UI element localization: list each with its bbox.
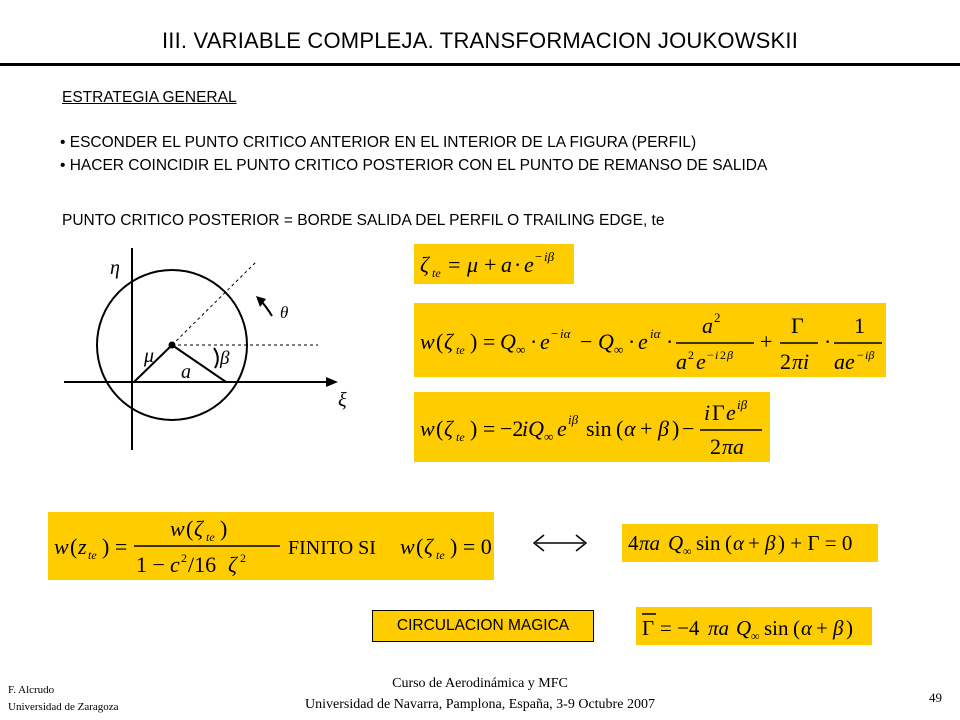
xi-label: ξ (338, 389, 347, 411)
svg-text:a: a (501, 252, 512, 277)
svg-text:ζ: ζ (228, 552, 237, 577)
svg-text:te: te (436, 548, 445, 562)
svg-text:2: 2 (181, 551, 187, 565)
svg-text:−2: −2 (500, 416, 524, 441)
svg-text:): ) (220, 516, 228, 541)
svg-text:β: β (658, 416, 669, 441)
svg-text:−: − (682, 416, 695, 441)
xi-axis-arrowhead (326, 377, 338, 387)
page-number: 49 (929, 690, 942, 705)
beta-arc (214, 348, 218, 368)
svg-text:+: + (748, 531, 760, 555)
svg-text:(: ( (416, 534, 424, 559)
footer-venue: Universidad de Navarra, Pamplona, España, 3-9 Octubre 2007 (305, 697, 655, 712)
svg-text:= −4: = −4 (660, 616, 700, 640)
svg-text:πa: πa (708, 616, 730, 640)
svg-text:) =: ) = (470, 416, 496, 441)
svg-text:ζ: ζ (420, 252, 429, 277)
svg-text:iβ: iβ (737, 397, 748, 412)
svg-text:): ) (672, 416, 680, 441)
svg-text:Q: Q (668, 531, 684, 555)
svg-text:w: w (420, 329, 435, 354)
svg-text:Γ: Γ (642, 616, 655, 640)
svg-text:w: w (170, 516, 185, 541)
bullet-item: • HACER COINCIDIR EL PUNTO CRITICO POSTERIOR CON EL PUNTO DE REMANSO DE SALIDA (60, 157, 768, 174)
svg-text:te: te (432, 266, 441, 280)
svg-text:+: + (484, 252, 497, 277)
svg-text:) = 0: ) = 0 (450, 534, 492, 559)
svg-text:2: 2 (688, 348, 694, 362)
subheading: PUNTO CRITICO POSTERIOR = BORDE SALIDA DEL PERFIL O TRAILING EDGE, te (62, 212, 665, 229)
svg-text:β: β (833, 616, 844, 640)
svg-text:ζ: ζ (444, 416, 453, 441)
svg-text:(: ( (616, 416, 624, 441)
svg-text:=: = (448, 252, 461, 277)
svg-text:α: α (801, 616, 813, 640)
svg-text:ζ: ζ (444, 329, 453, 354)
equation-w-zeta-full (414, 303, 886, 377)
svg-text:2: 2 (780, 349, 791, 374)
svg-text:β: β (765, 531, 776, 555)
svg-text:1 −: 1 − (136, 552, 165, 577)
svg-text:iβ: iβ (865, 348, 875, 362)
svg-text:w: w (420, 416, 435, 441)
svg-text:(: ( (793, 616, 800, 640)
circle-diagram (60, 240, 360, 455)
svg-text:e: e (540, 329, 550, 354)
circulacion-magica-label (372, 610, 594, 642)
svg-text:α: α (733, 531, 745, 555)
svg-text:/16: /16 (188, 552, 217, 577)
svg-text:iQ: iQ (522, 416, 544, 441)
svg-text:Q: Q (736, 616, 752, 640)
svg-text:πi: πi (792, 349, 810, 374)
svg-text:) + Γ = 0: ) + Γ = 0 (778, 531, 853, 555)
section-heading: ESTRATEGIA GENERAL (62, 89, 237, 106)
svg-text:∞: ∞ (683, 544, 692, 558)
svg-text:te: te (88, 548, 97, 562)
svg-text:iβ: iβ (544, 249, 555, 264)
svg-text:Γ: Γ (791, 313, 804, 338)
svg-text:∞: ∞ (614, 342, 624, 357)
svg-text:∞: ∞ (544, 429, 554, 444)
svg-text:·: · (824, 329, 832, 354)
svg-text:i: i (715, 348, 719, 362)
theta-label: θ (280, 303, 289, 322)
svg-text:πa: πa (639, 531, 661, 555)
svg-text:a: a (676, 349, 687, 374)
svg-text:e: e (696, 349, 706, 374)
equation-w-z-te (48, 512, 494, 580)
mu-label: μ (144, 345, 155, 367)
svg-text:sin: sin (764, 616, 789, 640)
svg-text:μ: μ (467, 252, 479, 277)
svg-text:w: w (400, 534, 415, 559)
svg-text:+: + (640, 416, 653, 441)
svg-text:e: e (638, 329, 648, 354)
svg-text:+: + (760, 329, 773, 354)
svg-text:Q: Q (500, 329, 516, 354)
beta-label: β (220, 348, 230, 369)
equation-zeta-te (414, 244, 574, 284)
svg-text:−: − (535, 249, 543, 264)
equation-magic-circulation (636, 607, 872, 645)
radius-a-label: a (181, 361, 191, 383)
svg-text:z: z (78, 534, 87, 559)
eta-label: η (110, 257, 120, 279)
svg-text:e: e (726, 400, 736, 425)
equivalence-arrow (530, 528, 590, 558)
svg-text:Q: Q (598, 329, 614, 354)
svg-text:te: te (456, 430, 465, 444)
footer-author: F. Alcrudo (8, 684, 55, 696)
svg-text:·: · (514, 252, 522, 277)
svg-text:πa: πa (722, 434, 745, 459)
svg-text:i: i (704, 400, 711, 425)
svg-text:iα: iα (650, 326, 661, 341)
svg-text:e: e (557, 416, 567, 441)
equation-w-zeta-simplified (414, 392, 770, 462)
svg-text:) =: ) = (470, 329, 496, 354)
svg-text:): ) (846, 616, 853, 640)
finito-si-label: FINITO SI (288, 537, 376, 559)
svg-text:(: ( (70, 534, 78, 559)
bullet-item: • ESCONDER EL PUNTO CRITICO ANTERIOR EN EL INTERIOR DE LA FIGURA (PERFIL) (60, 134, 697, 151)
svg-text:iα: iα (560, 326, 571, 341)
page-title: III. VARIABLE COMPLEJA. TRANSFORMACION JOUKOWSKII (161, 28, 799, 53)
svg-text:w: w (54, 534, 69, 559)
svg-text:sin: sin (696, 531, 721, 555)
svg-text:(: ( (725, 531, 732, 555)
svg-text:2: 2 (240, 551, 246, 565)
svg-text:te: te (206, 530, 215, 544)
svg-text:·: · (666, 329, 674, 354)
svg-text:2: 2 (720, 348, 726, 362)
svg-text:e: e (524, 252, 534, 277)
svg-text:∞: ∞ (751, 629, 760, 643)
svg-text:ζ: ζ (194, 516, 203, 541)
equation-kutta-condition (622, 524, 878, 562)
svg-text:Γ: Γ (712, 400, 725, 425)
svg-text:(: ( (186, 516, 194, 541)
svg-text:a: a (702, 313, 713, 338)
svg-text:−: − (580, 329, 593, 354)
center-point (169, 342, 176, 349)
svg-text:(: ( (436, 416, 444, 441)
svg-text:∞: ∞ (516, 342, 526, 357)
svg-text:sin: sin (586, 416, 612, 441)
svg-text:c: c (170, 552, 180, 577)
dashed-diagonal (172, 262, 256, 345)
svg-text:·: · (628, 329, 636, 354)
svg-text:1: 1 (854, 313, 865, 338)
svg-text:te: te (456, 343, 465, 357)
footer-university: Universidad de Zaragoza (8, 701, 119, 713)
svg-text:4: 4 (628, 531, 639, 555)
svg-text:α: α (624, 416, 636, 441)
svg-text:2: 2 (710, 434, 721, 459)
circulacion-magica-text: CIRCULACION MAGICA (396, 617, 570, 634)
svg-text:−: − (551, 326, 559, 341)
svg-text:·: · (530, 329, 538, 354)
svg-text:) =: ) = (102, 534, 128, 559)
svg-text:β: β (727, 348, 733, 362)
svg-text:ae: ae (834, 349, 855, 374)
title-divider (0, 63, 960, 66)
svg-text:−: − (707, 348, 714, 362)
svg-text:(: ( (436, 329, 444, 354)
svg-text:iβ: iβ (568, 412, 579, 427)
svg-text:ζ: ζ (424, 534, 433, 559)
svg-text:2: 2 (714, 310, 721, 325)
svg-text:−: − (857, 348, 864, 362)
footer-course: Curso de Aerodinámica y MFC (392, 676, 568, 691)
svg-text:+: + (816, 616, 828, 640)
